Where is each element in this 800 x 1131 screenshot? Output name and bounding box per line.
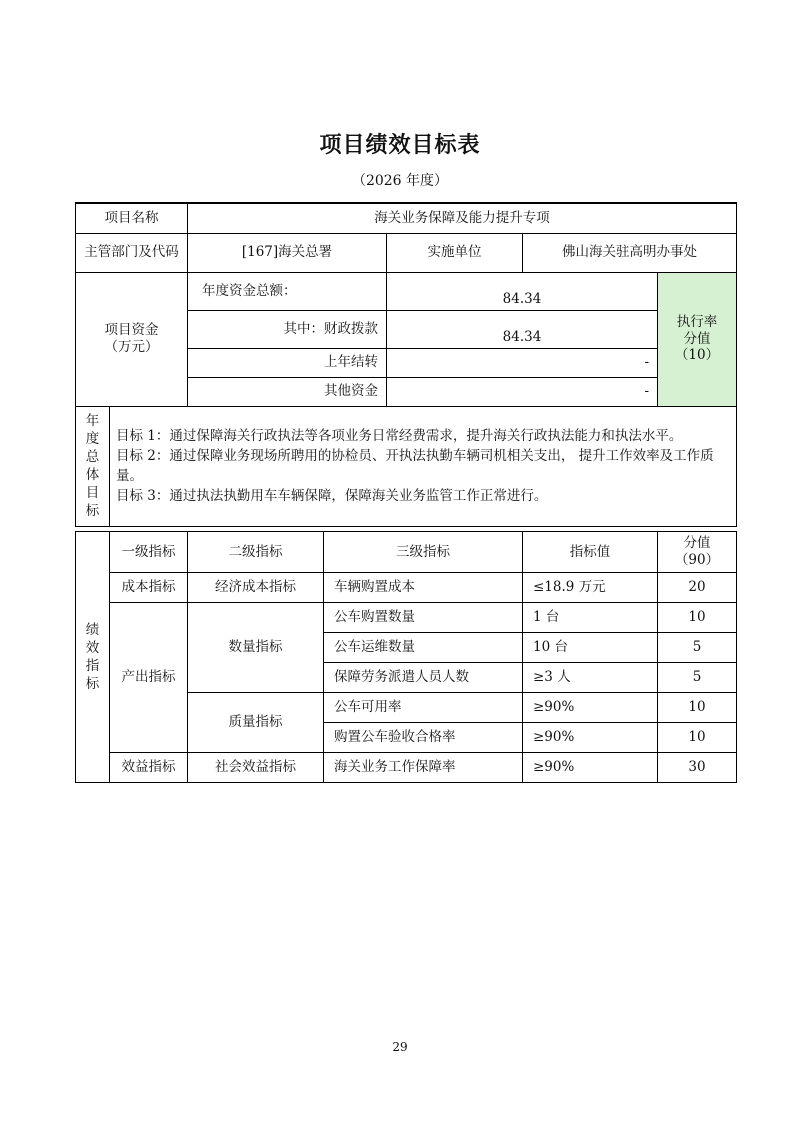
indicator-level3: 保障劳务派遣人员人数	[324, 663, 523, 693]
indicator-value: ≥90%	[523, 693, 658, 723]
table-row	[76, 603, 737, 633]
carryover-value: -	[387, 348, 658, 377]
goal-item: 目标 3：通过执法执勤用车车辆保障，保障海关业务监管工作正常进行。	[116, 488, 548, 504]
output-level1: 产出指标	[110, 603, 188, 753]
goal-item: 目标 1：通过保障海关行政执法等各项业务日常经费需求，提升海关行政执法能力和执法水平。	[116, 428, 683, 444]
indicator-score: 10	[658, 693, 737, 723]
annual-total-label: 年度资金总额：	[188, 272, 387, 310]
project-funds-label	[76, 272, 188, 406]
indicator-value: 1 台	[523, 603, 658, 633]
header-score	[658, 532, 737, 573]
indicator-score: 30	[658, 753, 737, 783]
project-funds-label-line2: （万元）	[104, 339, 159, 355]
performance-label-char: 效	[85, 640, 100, 656]
goals-label-char: 体	[85, 467, 100, 483]
indicator-score: 5	[658, 663, 737, 693]
other-funds-value: -	[387, 377, 658, 406]
header-level3: 三级指标	[324, 532, 523, 573]
goals-label-char: 标	[85, 503, 100, 519]
quantity-level2: 数量指标	[188, 603, 324, 693]
page-title: 项目绩效目标表	[319, 133, 481, 158]
project-funds-label-line1: 项目资金	[104, 322, 159, 339]
performance-label-char: 标	[85, 676, 100, 692]
benefit-level1: 效益指标	[110, 753, 188, 783]
department-label: 主管部门及代码	[76, 233, 188, 272]
project-info-table	[75, 202, 737, 527]
indicator-value: ≥3 人	[523, 663, 658, 693]
cost-level1: 成本指标	[110, 573, 188, 603]
indicator-level3: 海关业务工作保障率	[324, 753, 523, 783]
execution-rate-score	[658, 272, 737, 406]
fiscal-allocation-label: 其中：财政拨款	[188, 310, 387, 348]
table-row	[76, 753, 737, 783]
indicator-value: 10 台	[523, 633, 658, 663]
project-name-value: 海关业务保障及能力提升专项	[188, 203, 737, 233]
annual-total-value: 84.34	[387, 272, 658, 310]
page-subtitle: （2026 年度）	[351, 173, 449, 189]
implementing-unit-label: 实施单位	[387, 233, 523, 272]
annual-goals-label	[76, 406, 110, 526]
execution-rate-line1: 执行率	[676, 313, 718, 330]
goals-label-char: 年	[85, 413, 100, 429]
indicator-score: 5	[658, 633, 737, 663]
cost-level2: 经济成本指标	[188, 573, 324, 603]
indicator-level3: 公车运维数量	[324, 633, 523, 663]
page-number: 29	[392, 1040, 408, 1054]
indicator-level3: 公车购置数量	[324, 603, 523, 633]
fiscal-allocation-value: 84.34	[387, 310, 658, 348]
execution-rate-line2: 分值	[683, 330, 711, 347]
execution-rate-line3: （10）	[674, 347, 720, 364]
annual-goals-text	[110, 406, 737, 526]
department-value: [167]海关总署	[188, 233, 387, 272]
performance-indicators-table	[75, 531, 737, 783]
indicator-level3: 购置公车验收合格率	[324, 723, 523, 753]
other-funds-label: 其他资金	[188, 377, 387, 406]
header-value: 指标值	[523, 532, 658, 573]
goals-label-char: 目	[85, 485, 100, 501]
header-level2: 二级指标	[188, 532, 324, 573]
performance-label-char: 绩	[85, 622, 100, 638]
header-level1: 一级指标	[110, 532, 188, 573]
performance-label-char: 指	[85, 658, 100, 674]
benefit-level2: 社会效益指标	[188, 753, 324, 783]
header-score-line1: 分值	[683, 535, 711, 552]
indicator-level3: 公车可用率	[324, 693, 523, 723]
project-name-label: 项目名称	[76, 203, 188, 233]
goals-label-char: 度	[85, 431, 100, 447]
goal-item: 目标 2：通过保障业务现场所聘用的协检员、开执法执勤车辆司机相关支出， 提升工作效率及工作质量。	[116, 448, 714, 484]
indicator-level3: 车辆购置成本	[324, 573, 523, 603]
indicator-score: 20	[658, 573, 737, 603]
indicator-score: 10	[658, 723, 737, 753]
header-score-line2: （90）	[674, 552, 720, 568]
indicator-value: ≤18.9 万元	[523, 573, 658, 603]
table-row	[76, 573, 737, 603]
carryover-label: 上年结转	[188, 348, 387, 377]
indicator-value: ≥90%	[523, 753, 658, 783]
performance-label	[76, 532, 110, 783]
indicator-value: ≥90%	[523, 723, 658, 753]
implementing-unit-value: 佛山海关驻高明办事处	[523, 233, 737, 272]
quality-level2: 质量指标	[188, 693, 324, 753]
indicator-score: 10	[658, 603, 737, 633]
goals-label-char: 总	[85, 449, 100, 465]
